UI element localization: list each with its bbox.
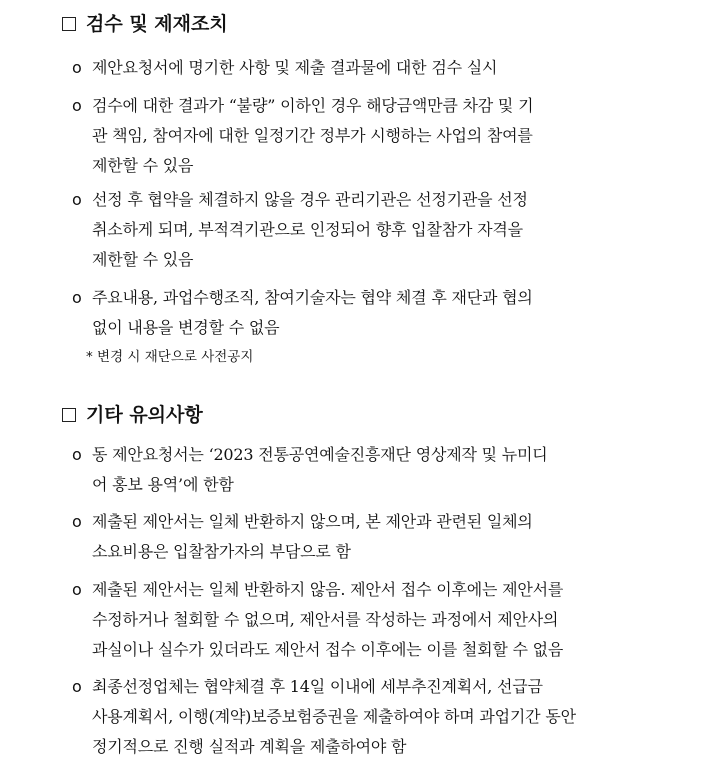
- bullet-icon: o: [72, 58, 82, 77]
- item-line: 최종선정업체는 협약체결 후 14일 이내에 세부추진계획서, 선급금: [92, 677, 543, 696]
- checkbox-icon: [62, 408, 76, 422]
- item-line: 수정하거나 철회할 수 없으며, 제안서를 작성하는 과정에서 제안사의: [92, 610, 559, 629]
- bullet-icon: o: [72, 445, 82, 464]
- item-line: 취소하게 되며, 부적격기관으로 인정되어 향후 입찰참가 자격을: [92, 220, 523, 239]
- item-line: 과실이나 실수가 있더라도 제안서 접수 이후에는 이를 철회할 수 없음: [92, 640, 564, 659]
- checkbox-icon: [62, 17, 76, 31]
- bullet-icon: o: [72, 580, 82, 599]
- item-line: 제한할 수 있음: [92, 156, 194, 175]
- item-line: 검수에 대한 결과가 “불량” 이하인 경우 해당금액만큼 차감 및 기: [92, 96, 534, 115]
- bullet-icon: o: [72, 96, 82, 115]
- item-line: 없이 내용을 변경할 수 없음: [92, 318, 280, 337]
- item-line: 제안요청서에 명기한 사항 및 제출 결과물에 대한 검수 실시: [92, 58, 498, 77]
- bullet-icon: o: [72, 677, 82, 696]
- section-title-notes: [62, 403, 203, 427]
- item-line: 정기적으로 진행 실적과 계획을 제출하여야 함: [92, 737, 407, 756]
- item-line: 어 홍보 용역’에 한함: [92, 475, 234, 494]
- bullet-icon: o: [72, 288, 82, 307]
- item-line: 제출된 제안서는 일체 반환하지 않으며, 본 제안과 관련된 일체의: [92, 512, 533, 531]
- section-title-inspection: [62, 12, 228, 36]
- item-line: 제한할 수 있음: [92, 250, 194, 269]
- item-line: 선정 후 협약을 체결하지 않을 경우 관리기관은 선정기관을 선정: [92, 190, 528, 209]
- section-title-text: 검수 및 제재조치: [86, 13, 228, 35]
- item-line: 관 책임, 참여자에 대한 일정기간 정부가 시행하는 사업의 참여를: [92, 126, 533, 145]
- section-title-text: 기타 유의사항: [86, 404, 203, 426]
- item-line: 동 제안요청서는 ‘2023 전통공연예술진흥재단 영상제작 및 뉴미디: [92, 445, 548, 464]
- bullet-icon: o: [72, 190, 82, 209]
- footnote: * 변경 시 재단으로 사전공지: [86, 349, 254, 365]
- item-line: 소요비용은 입찰참가자의 부담으로 함: [92, 542, 351, 561]
- item-line: 제출된 제안서는 일체 반환하지 않음. 제안서 접수 이후에는 제안서를: [92, 580, 564, 599]
- item-line: 사용계획서, 이행(계약)보증보험증권을 제출하여야 하며 과업기간 동안: [92, 707, 576, 726]
- item-line: 주요내용, 과업수행조직, 참여기술자는 협약 체결 후 재단과 협의: [92, 288, 533, 307]
- bullet-icon: o: [72, 512, 82, 531]
